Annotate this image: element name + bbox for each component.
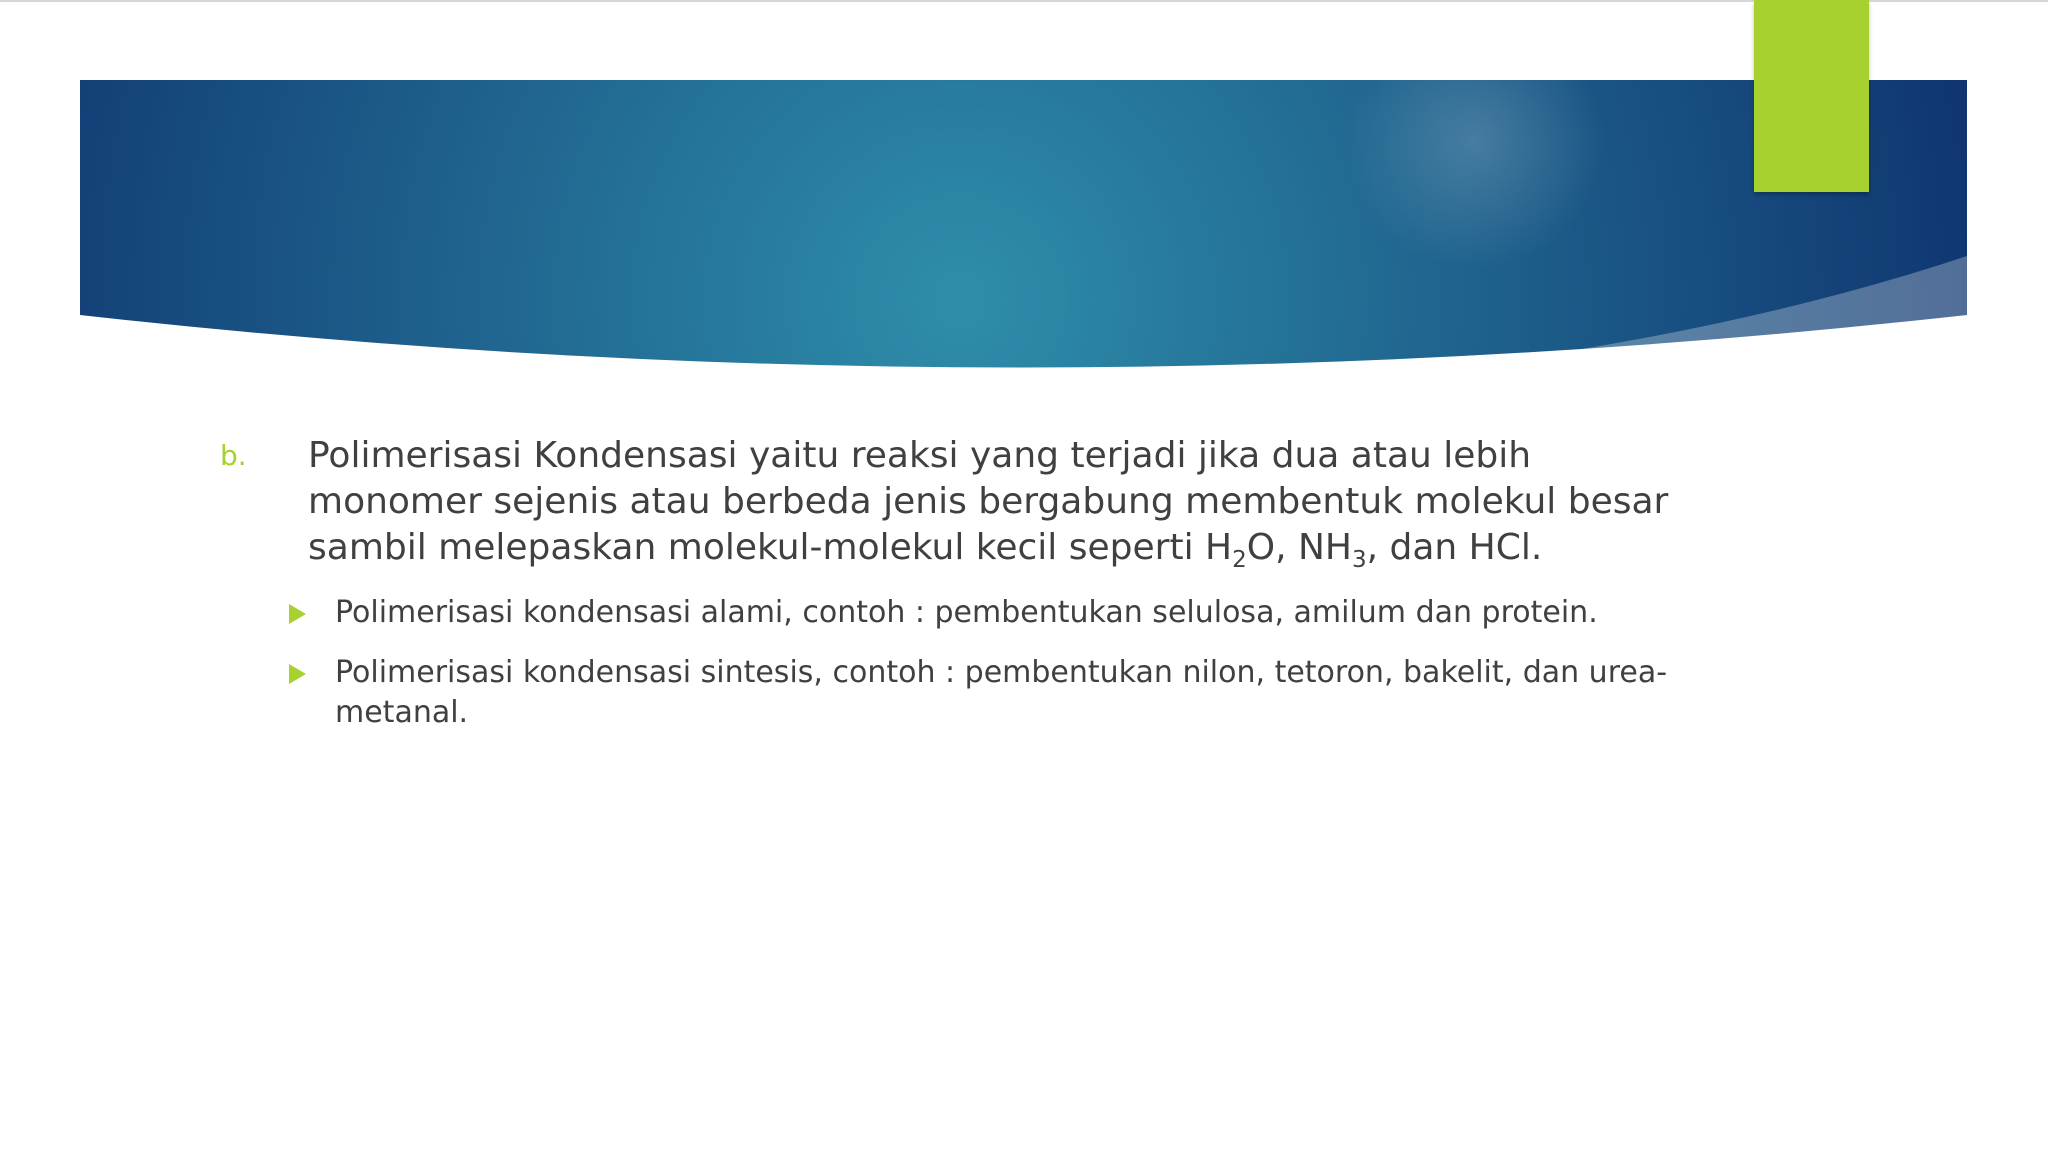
header-banner [0, 0, 2048, 400]
accent-tab [1754, 0, 1869, 192]
bullet-text: Polimerisasi kondensasi alami, contoh : pembentukan selulosa, amilum dan protein. [335, 595, 1598, 630]
subscript-3: 3 [1351, 547, 1367, 574]
subscript-2: 2 [1232, 547, 1247, 574]
bullet-item [220, 593, 1680, 633]
list-item-b [220, 433, 1680, 574]
triangle-bullet-icon [289, 664, 306, 684]
item-marker: b. [220, 439, 247, 472]
sub-bullet-list [220, 593, 1680, 733]
slide-content [220, 433, 1680, 753]
bullet-item [220, 653, 1680, 733]
item-text: Polimerisasi Kondensasi yaitu reaksi yang terjadi jika dua atau lebih monomer sejenis atau berbeda jenis bergabung membentuk molekul besar sambil melepaskan molekul-molekul kecil seperti $H_2O$, $NH_3$, dan HCl. [308, 435, 1669, 574]
bullet-text: Polimerisasi kondensasi sintesis, contoh : pembentukan nilon, tetoron, bakelit, dan urea-metanal. [335, 655, 1668, 730]
triangle-bullet-icon [289, 604, 306, 624]
banner-glow [80, 80, 1967, 368]
